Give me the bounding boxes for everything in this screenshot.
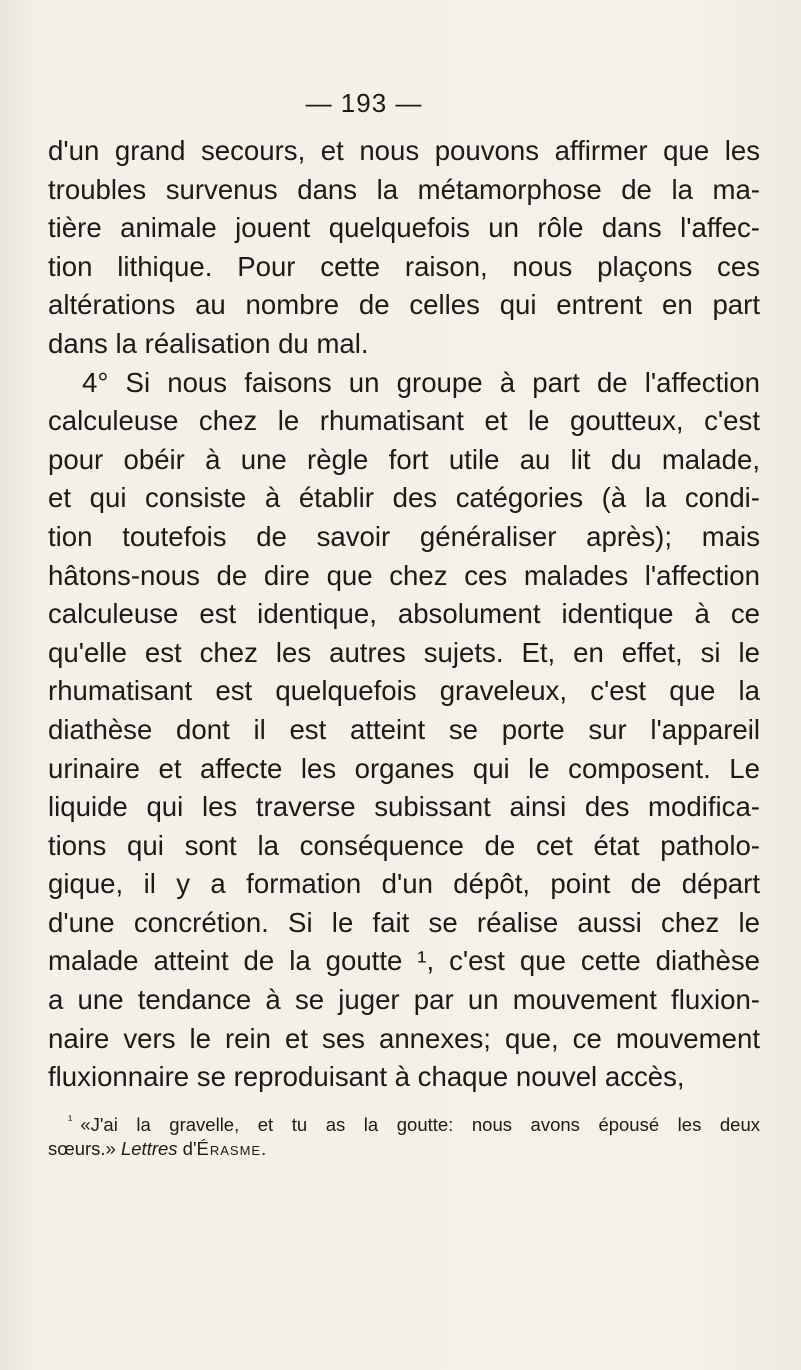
text-line: d'une concrétion. Si le fait se réalise aussi chez le bbox=[48, 906, 760, 938]
text-line: pour obéir à une règle fort utile au lit du malade, bbox=[48, 443, 760, 475]
text-line: rhumatisant est quelquefois graveleux, c'est que la bbox=[48, 675, 760, 707]
footnote-text: sœurs.» bbox=[48, 1138, 121, 1160]
footnote-line bbox=[48, 1137, 760, 1161]
footnote-text: «J'ai la gravelle, et tu as la goutte: nous avons épousé les deux bbox=[80, 1114, 760, 1136]
footnote-marker: ¹ bbox=[68, 1112, 73, 1127]
text-line: 4° Si nous faisons un groupe à part de l'affection bbox=[82, 366, 760, 398]
text-line: gique, il y a formation d'un dépôt, point de départ bbox=[48, 868, 760, 900]
page-number: — 193 — bbox=[305, 88, 423, 118]
text-line: qu'elle est chez les autres sujets. Et, en effet, si le bbox=[48, 636, 760, 668]
text-line: altérations au nombre de celles qui entrent en part bbox=[48, 289, 760, 321]
text-line: calculeuse chez le rhumatisant et le goutteux, c'est bbox=[48, 405, 760, 437]
text-line: malade atteint de la goutte ¹, c'est que cette diathèse bbox=[48, 945, 760, 977]
footnote-text: d' bbox=[177, 1138, 197, 1160]
text-line: tion lithique. Pour cette raison, nous plaçons ces bbox=[48, 250, 760, 282]
text-line: naire vers le rein et ses annexes; que, ce mouvement bbox=[48, 1022, 760, 1054]
text-line: tions qui sont la conséquence de cet état patholo- bbox=[48, 829, 760, 861]
body-text bbox=[48, 132, 760, 1097]
footnote-author: Érasme bbox=[196, 1138, 262, 1160]
text-line: et qui consiste à établir des catégories (à la condi- bbox=[48, 482, 760, 514]
text-line: diathèse dont il est atteint se porte sur l'appareil bbox=[48, 713, 760, 745]
footnote bbox=[48, 1108, 760, 1161]
footnote-line bbox=[48, 1108, 760, 1137]
text-line: liquide qui les traverse subissant ainsi des modifica- bbox=[48, 791, 760, 823]
text-line: a une tendance à se juger par un mouvement fluxion- bbox=[48, 984, 760, 1016]
text-line: tière animale jouent quelquefois un rôle dans l'affec- bbox=[48, 212, 760, 244]
text-line: troubles survenus dans la métamorphose de la ma- bbox=[48, 173, 760, 205]
text-line: dans la réalisation du mal. bbox=[48, 327, 369, 359]
footnote-book-title: Lettres bbox=[120, 1138, 178, 1160]
text-line: tion toutefois de savoir généraliser après); mais bbox=[48, 520, 760, 552]
text-line: fluxionnaire se reproduisant à chaque nouvel accès, bbox=[48, 1061, 685, 1093]
text-line: d'un grand secours, et nous pouvons affirmer que les bbox=[48, 135, 760, 166]
text-line: calculeuse est identique, absolument identique à ce bbox=[48, 598, 760, 630]
text-line: hâtons-nous de dire que chez ces malades l'affection bbox=[48, 559, 760, 591]
footnote-text: . bbox=[261, 1138, 267, 1160]
text-line: urinaire et affecte les organes qui le composent. Le bbox=[48, 752, 760, 784]
